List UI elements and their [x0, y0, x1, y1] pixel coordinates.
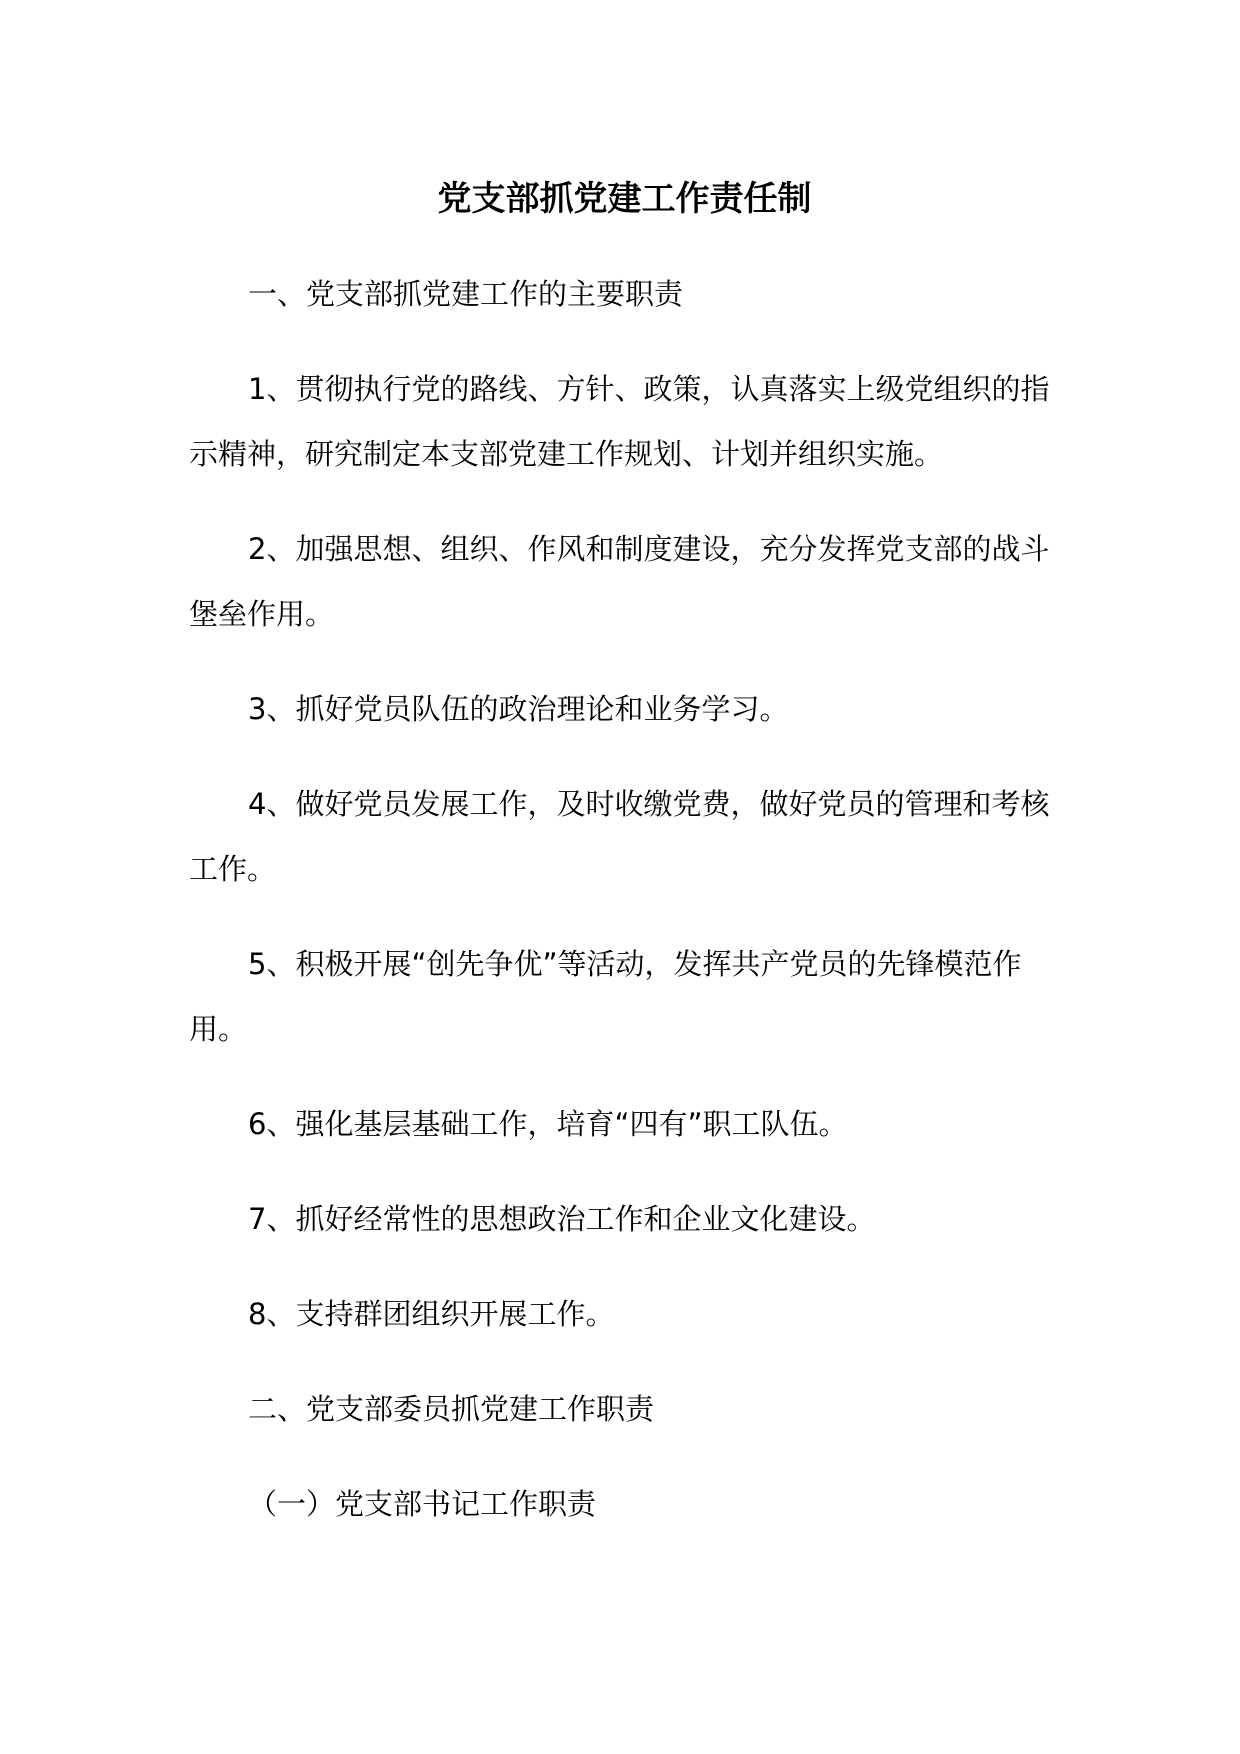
paragraph-line: 1、贯彻执行党的路线、方针、政策，认真落实上级党组织的指 [248, 372, 1050, 406]
paragraph-line: 一、党支部抓党建工作的主要职责 [248, 277, 684, 311]
paragraph-line: 7、抓好经常性的思想政治工作和企业文化建设。 [248, 1202, 876, 1236]
paragraph-line: （一）党支部书记工作职责 [248, 1487, 597, 1521]
paragraph [189, 677, 1060, 742]
paragraph-line: 示精神，研究制定本支部党建工作规划、计划并组织实施。 [189, 437, 944, 471]
paragraph [189, 1187, 1060, 1252]
document-title: 党支部抓党建工作责任制 [437, 179, 812, 219]
paragraph [189, 1092, 1060, 1157]
paragraph [189, 1377, 1060, 1442]
paragraph [189, 1472, 1060, 1537]
paragraph-line: 8、支持群团组织开展工作。 [248, 1297, 615, 1331]
paragraph-line: 4、做好党员发展工作，及时收缴党费，做好党员的管理和考核 [248, 787, 1050, 821]
paragraph-line: 2、加强思想、组织、作风和制度建设，充分发挥党支部的战斗 [248, 532, 1050, 566]
document-page [189, 167, 1060, 1567]
paragraph [189, 932, 1060, 1062]
paragraph-line: 二、党支部委员抓党建工作职责 [248, 1392, 655, 1426]
paragraph [189, 772, 1060, 902]
paragraph [189, 262, 1060, 327]
paragraph-line: 堡垒作用。 [189, 597, 335, 631]
paragraph [189, 1282, 1060, 1347]
paragraph [189, 517, 1060, 647]
paragraph-line: 3、抓好党员队伍的政治理论和业务学习。 [248, 692, 789, 726]
document-body [189, 262, 1060, 1537]
paragraph-line: 6、强化基层基础工作，培育“四有”职工队伍。 [248, 1107, 848, 1141]
paragraph-line: 工作。 [189, 852, 277, 886]
paragraph-line: 5、积极开展“创先争优”等活动，发挥共产党员的先锋模范作 [248, 947, 1022, 981]
paragraph [189, 357, 1060, 487]
paragraph-line: 用。 [189, 1012, 248, 1046]
